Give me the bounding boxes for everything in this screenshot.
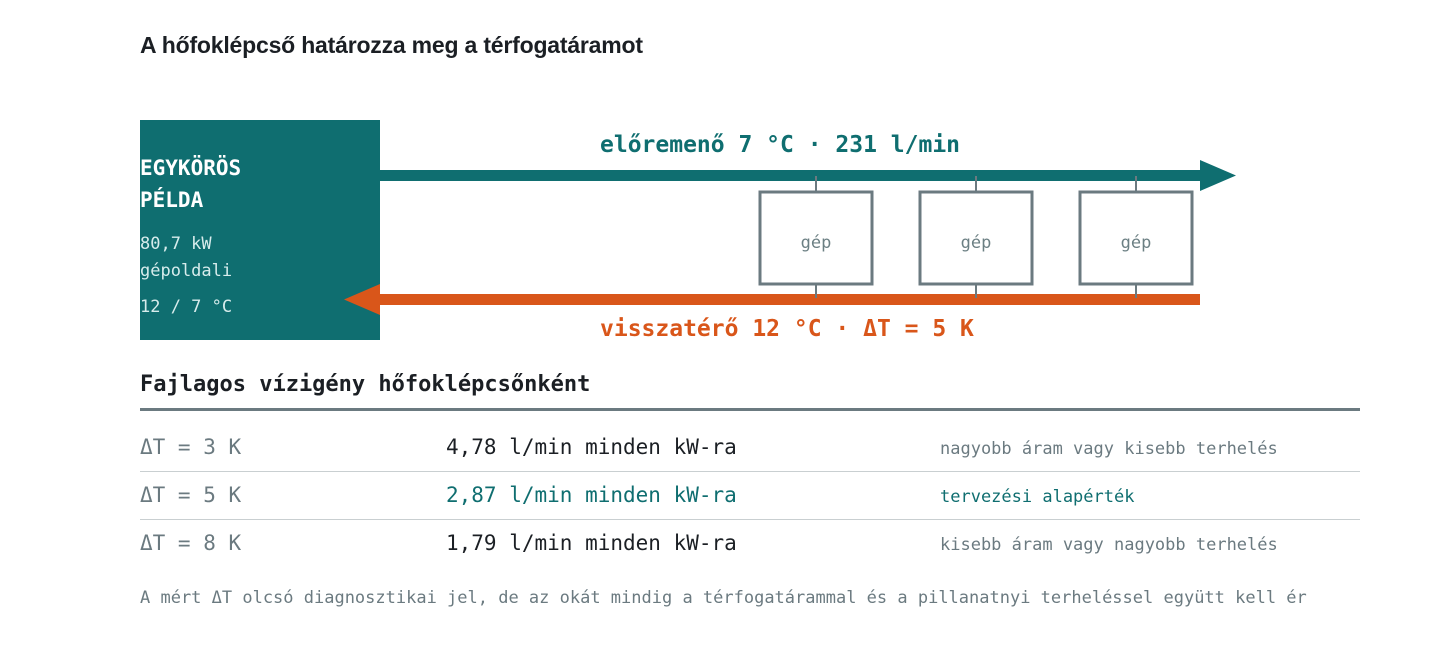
section-title: Fajlagos vízigény hőfoklépcsőnként bbox=[140, 372, 591, 397]
row-note: nagyobb áram vagy kisebb terhelés bbox=[940, 439, 1278, 459]
supply-label: előremenő 7 °C · 231 l/min bbox=[600, 132, 961, 158]
return-pipe bbox=[378, 294, 1200, 305]
supply-arrowhead bbox=[1200, 160, 1236, 191]
row-dt: ΔT = 8 K bbox=[140, 531, 242, 555]
footnote: A mért ΔT olcsó diagnosztikai jel, de az okát mindig a térfogatárammal és a pillanatnyi terheléssel együtt kell ér bbox=[140, 588, 1307, 608]
row-dt: ΔT = 3 K bbox=[140, 435, 242, 459]
row-value: 4,78 l/min minden kW-ra bbox=[446, 435, 737, 459]
row-note: kisebb áram vagy nagyobb terhelés bbox=[940, 535, 1278, 555]
row-dt: ΔT = 5 K bbox=[140, 483, 242, 507]
page-title: A hőfoklépcső határozza meg a térfogatáramot bbox=[140, 32, 643, 58]
table-row bbox=[140, 472, 1360, 520]
flow-table bbox=[140, 424, 1360, 567]
box-title-line2: PÉLDA bbox=[140, 188, 204, 212]
row-value: 1,79 l/min minden kW-ra bbox=[446, 531, 737, 555]
box-power: 80,7 kW bbox=[140, 234, 212, 254]
supply-pipe bbox=[380, 170, 1202, 181]
box-temps: 12 / 7 °C bbox=[140, 297, 233, 317]
table-row bbox=[140, 520, 1360, 567]
row-note: tervezési alapérték bbox=[940, 487, 1135, 507]
section-divider bbox=[140, 408, 1360, 411]
machine-1-label: gép bbox=[800, 233, 832, 253]
box-title-line1: EGYKÖRÖS bbox=[140, 156, 242, 180]
machine-3-label: gép bbox=[1120, 233, 1152, 253]
table-row bbox=[140, 424, 1360, 472]
box-side: gépoldali bbox=[140, 261, 233, 281]
return-arrowhead bbox=[344, 284, 380, 315]
row-value: 2,87 l/min minden kW-ra bbox=[446, 483, 737, 507]
machine-2-label: gép bbox=[960, 233, 992, 253]
return-label: visszatérő 12 °C · ΔT = 5 K bbox=[600, 316, 974, 342]
